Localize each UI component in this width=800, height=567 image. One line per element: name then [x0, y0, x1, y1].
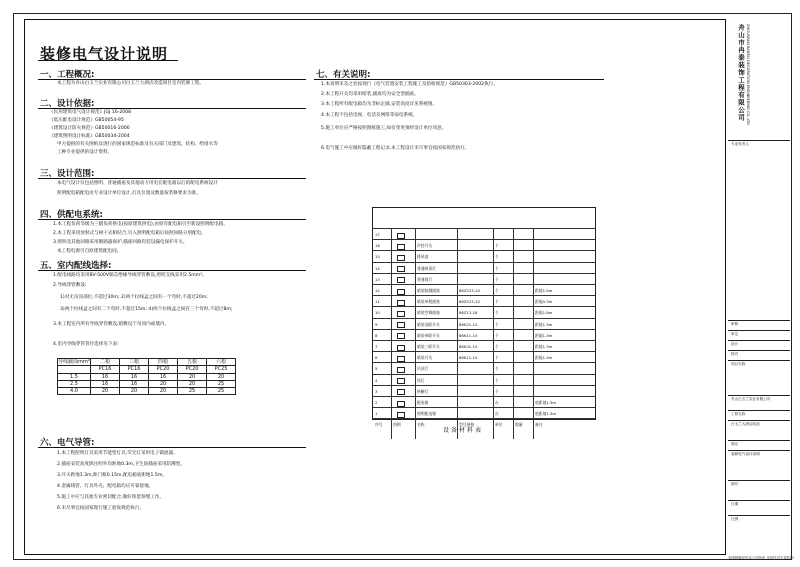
title-block-rule	[728, 350, 790, 351]
table-divider	[457, 228, 458, 439]
table-cell: 1.5	[58, 373, 91, 380]
table-cell: 20	[149, 388, 178, 395]
title-block-label: 审核	[731, 322, 739, 326]
section-line: 1)对无吊顶部位,不超过30m; 2)两个拉线盒之间有一个弯时,不超过20m;	[60, 295, 208, 300]
section-line: 本电气设计仅包括照明、普通插座及其他动力用电在配电箱以后的配电系统设计	[57, 181, 218, 186]
title-block-label: 白玉兰大酒店改造	[731, 422, 760, 426]
table-divider	[391, 228, 392, 439]
table-header: 二根	[91, 359, 120, 366]
table-cell: 距地1.3m	[535, 332, 553, 338]
title-block-label: 校对	[731, 352, 739, 356]
table-cell: 吊顶灯	[417, 366, 429, 372]
table-cell: 2.5	[58, 380, 91, 387]
table-cell: 86Z223-10	[459, 299, 480, 305]
section-rule	[38, 447, 306, 448]
table-cell: 20	[120, 388, 149, 395]
title-block-rule	[728, 360, 790, 361]
table-cell: 个	[495, 299, 499, 305]
title-block-label: 审定	[731, 332, 739, 336]
table-cell: 数量	[515, 422, 523, 428]
legend-symbol-icon	[397, 401, 405, 407]
table-cell: 筒灯	[417, 377, 425, 383]
legend-symbol-icon	[397, 412, 405, 418]
table-cell: 暗装双联开关	[417, 321, 440, 327]
page-title: 装修电气设计说明	[40, 45, 169, 63]
title-block-rule	[728, 500, 790, 501]
table-cell: PC20	[149, 366, 178, 373]
table-cell: 11	[375, 299, 380, 305]
legend-symbol-icon	[397, 244, 405, 250]
table-cell: 9	[375, 321, 378, 327]
section-line: 6.未尽事宜按国家现行施工验收规范执行。	[57, 506, 145, 511]
table-cell: 暗装三联开关	[417, 344, 440, 349]
table-cell: 5	[375, 366, 378, 372]
conduit-size-table	[57, 358, 236, 395]
table-cell: 4	[375, 377, 378, 383]
table-row	[58, 388, 236, 395]
table-cell: 86K11-10	[459, 355, 478, 361]
table-cell: 86Z223-10	[459, 288, 480, 293]
table-header: 五根	[178, 359, 207, 366]
table-cell: 个	[495, 388, 499, 394]
section-rule	[38, 79, 306, 80]
table-cell: 16	[91, 373, 120, 380]
table-cell: 16	[120, 380, 149, 387]
section-line: 1.本工程照明灯具采用节能型灯具,荧光灯采用电子镇流器。	[57, 451, 178, 456]
table-cell: 16	[375, 243, 380, 249]
title-block-rule	[728, 320, 790, 321]
table-cell: 个	[495, 332, 499, 338]
legend-symbol-icon	[397, 389, 405, 395]
title-block-rule	[728, 420, 790, 421]
section-line: 1.配电线路均采用BV-500V铜芯绝缘导线穿管敷设,照明支线采用2.5mm²。	[53, 273, 207, 278]
legend-symbol-icon	[397, 289, 405, 295]
section-rule	[38, 219, 306, 220]
table-header: 六根	[207, 359, 236, 366]
table-cell: 个	[495, 243, 499, 249]
table-cell: 配电箱	[417, 400, 429, 405]
legend-symbol-icon	[397, 277, 405, 283]
table-cell: 20	[149, 380, 178, 387]
table-cell: 15	[375, 254, 380, 260]
legend-symbol-icon	[397, 322, 405, 328]
section-line: 4.室内导线穿管管径选择见下表:	[53, 342, 119, 347]
legend-symbol-icon	[397, 255, 405, 261]
table-header: 导线截面mm²	[58, 359, 90, 366]
table-cell: 13	[375, 276, 380, 282]
section-line: 4.金属线管、灯具外壳、配电箱均应可靠接地。	[57, 484, 154, 489]
section-heading: 一、工程概况:	[40, 70, 95, 80]
title-block-label: 项目名称	[731, 362, 746, 366]
section-line: 2.插座安装高度除注明外均距地0.3m,卫生间插座采用防溅型。	[57, 462, 185, 467]
table-cell: 20	[178, 373, 207, 380]
section-line: 3.开关距地1.3m,距门框0.15m,配电箱底距地1.5m。	[57, 473, 167, 478]
section-line: 3.本工程室内所有导线穿管敷设,暗敷设于吊顶内或墙内。	[53, 322, 170, 327]
table-cell: 16	[91, 380, 120, 387]
section-line: 本工程电源引自原建筑配电间。	[57, 249, 122, 254]
section-heading: 二、设计依据:	[40, 99, 95, 109]
section-rule	[38, 270, 306, 271]
table-cell: 个	[495, 276, 499, 282]
table-cell: 20	[91, 388, 120, 395]
table-cell: PC16	[120, 366, 149, 373]
section-line: 3.照明及其他回路采用断路器保护,插座回路均装设漏电保护开关。	[53, 240, 188, 245]
table-cell: 型号规格	[459, 422, 475, 428]
table-cell: 6	[375, 355, 378, 361]
section-rule	[314, 79, 604, 80]
table-cell: 个	[495, 288, 499, 293]
table-cell: 暗装开关	[417, 355, 433, 361]
table-divider	[513, 228, 514, 439]
section-heading: 三、设计范围:	[40, 169, 95, 179]
table-cell: 暗装空调插座	[417, 310, 440, 316]
title-block-label: 装修电气设计说明	[731, 452, 760, 456]
table-cell: 个	[495, 366, 499, 372]
title-block-rule	[728, 440, 790, 441]
section-heading: 七、有关说明:	[316, 70, 371, 80]
section-line: 3.本工程所有配电箱均为非标定做,安装高度详见系统图。	[321, 102, 438, 107]
table-cell: 25	[178, 388, 207, 395]
table-header: 三根	[120, 359, 149, 366]
table-cell: 1	[375, 411, 378, 417]
table-cell: PC20	[178, 366, 207, 373]
section-rule	[38, 108, 306, 109]
table-cell: 86K21-10	[459, 321, 478, 327]
table-cell: 个	[495, 377, 499, 383]
title-block-label: 工程名称	[731, 412, 746, 416]
table-cell: 底距地1.5m	[535, 411, 557, 417]
table-divider	[533, 228, 534, 439]
title-block-rule	[728, 515, 790, 516]
table-cell: 86K31-10	[459, 344, 478, 349]
section-line: 5.施工中应与其他专业密切配合,做好预留预埋工作。	[57, 495, 164, 500]
section-line: 照明配电箱配电由专业设计单位设计,灯具位置及数量按装修要求为准。	[57, 191, 201, 196]
table-cell: 格栅灯	[417, 388, 429, 394]
table-divider	[493, 228, 494, 439]
section-line: 6.电气施工中应做好隐蔽工程记录,本工程设计未尽事宜按国家规范执行。	[321, 146, 470, 151]
section-line: 甲方提供的有关图纸及现行的国家规范标准及有关部门及建筑、结构、给排水等	[57, 142, 218, 147]
section-heading: 五、室内配线选择:	[40, 261, 112, 271]
title-block-rule	[728, 410, 790, 411]
table-header: 四根	[149, 359, 178, 366]
table-cell: 距地1.3m	[535, 355, 553, 361]
table-cell: 4.0	[58, 388, 91, 395]
section-line: 3)两个拉线盒之间有二个弯时,不超过15m; 4)两个拉线盒之间有三个弯时,不超过8m;	[60, 307, 233, 312]
legend-symbol-icon	[397, 356, 405, 362]
table-cell: 距地0.3m	[535, 299, 553, 305]
table-cell: 名称	[417, 422, 425, 428]
table-cell: 普通吸顶灯	[417, 265, 436, 271]
table-cell: 16	[120, 373, 149, 380]
table-cell: 单位	[495, 422, 503, 428]
table-cell: 排风扇	[417, 254, 429, 260]
section-line: 2.本工程开关均采用暗装,插座均为安全型插座。	[321, 92, 419, 97]
table-cell: 3	[375, 388, 378, 394]
table-cell: 个	[495, 254, 499, 260]
legend-symbol-icon	[397, 378, 405, 384]
table-row	[58, 380, 236, 387]
table-cell: 暗装防溅插座	[417, 288, 440, 293]
table-cell: 17	[375, 232, 380, 237]
table-cell: 10	[375, 310, 380, 316]
section-line: 4.本工程不包括电视、电话及网络等弱电系统。	[321, 113, 418, 118]
table-cell: 台	[495, 400, 499, 405]
table-row	[58, 373, 236, 380]
legend-symbol-icon	[397, 233, 405, 239]
section-rule	[38, 178, 306, 179]
section-line: 《民用建筑电气设计规范》JGJ 16-2008	[49, 110, 132, 115]
legend-symbol-icon	[397, 311, 405, 317]
title-block-label: 图名	[731, 442, 739, 446]
section-heading: 六、电气导管:	[40, 438, 95, 448]
section-line: 工种专业提供的设计资料。	[57, 150, 113, 155]
table-cell: PC16	[91, 366, 120, 373]
table-cell: 20	[207, 373, 236, 380]
table-cell: 12	[375, 288, 380, 293]
table-cell: 个	[495, 265, 499, 271]
section-line: 《建筑照明设计标准》GB50034-2004	[49, 134, 130, 139]
equipment-table-title: 设备材料表	[443, 427, 484, 434]
table-cell: 距地1.3m	[535, 321, 553, 327]
title-block-label: 图号	[731, 482, 739, 486]
table-cell: 16	[149, 373, 178, 380]
title-block-label: 日期	[731, 502, 739, 506]
company-name-en: ZHOUSHAN RANTAI DECORATION ENGINEERING CO.,LTD	[746, 24, 750, 125]
title-block-label: 比例	[731, 517, 739, 521]
section-line: 本工程为舟山白玉兰实业有限公司白玉兰大酒店改造项目室内装修工程。	[57, 81, 205, 86]
table-cell: 86Z13-16	[459, 310, 478, 316]
section-heading: 四、供配电系统:	[40, 210, 103, 220]
legend-symbol-icon	[397, 345, 405, 351]
table-cell: 序号	[375, 422, 383, 428]
table-cell: 7	[375, 344, 378, 349]
table-cell: 25	[207, 388, 236, 395]
table-cell: 暗装单相插座	[417, 299, 440, 305]
title-block-rule	[728, 140, 790, 141]
table-cell: 14	[375, 265, 380, 271]
table-cell: 台	[495, 411, 499, 417]
section-line: 《低压配电设计规范》GB50054-95	[49, 118, 124, 123]
table-cell: 声控开关	[417, 243, 433, 249]
table-cell: 距地1.8m	[535, 310, 553, 316]
table-cell: 暗装单联开关	[417, 332, 440, 338]
section-line: 《建筑设计防火规范》GB50016-2006	[49, 126, 130, 131]
title-block-label: 专业负责人	[731, 142, 749, 146]
title-block-rule	[728, 480, 790, 481]
table-cell: 个	[495, 321, 499, 327]
legend-symbol-icon	[397, 333, 405, 339]
table-cell	[58, 366, 91, 373]
table-cell: 个	[495, 344, 499, 349]
legend-symbol-icon	[397, 266, 405, 272]
table-cell: 20	[178, 380, 207, 387]
title-block-label: 设计	[731, 342, 739, 346]
section-line: 1.本工程负荷等级为三级负荷供电(按原建筑供电),由原有配电箱引至新设照明配电箱。	[53, 222, 228, 227]
section-line: 2.导线穿管敷设:	[53, 283, 87, 288]
table-cell: 2	[375, 400, 378, 405]
title-underline	[38, 60, 178, 61]
title-block-rule	[728, 340, 790, 341]
copyright-note: 本图纸版权归本公司所有 未经许可不得复制	[728, 556, 794, 560]
table-cell: 个	[495, 310, 499, 316]
table-cell: 图例	[393, 422, 401, 428]
table-cell: PC25	[207, 366, 236, 373]
table-divider	[415, 228, 416, 439]
title-block-rule	[728, 330, 790, 331]
table-cell: 距地1.3m	[535, 344, 553, 349]
table-cell: 底距地1.5m	[535, 400, 557, 405]
section-line: 2.本工程采用放射式与树干式相结合,引入照明配电箱后按照回路分别配电。	[53, 231, 206, 236]
equipment-table	[372, 207, 596, 428]
title-block-rule	[728, 395, 790, 396]
title-block-rule	[728, 450, 790, 451]
company-name: 舟山市冉泰装饰工程有限公司	[737, 24, 745, 122]
table-cell: 照明配电箱	[417, 411, 436, 417]
title-block-label: 舟山白玉兰实业有限公司	[731, 397, 771, 401]
table-cell: 8	[375, 332, 378, 338]
table-cell: 普通筒灯	[417, 276, 433, 282]
table-cell: 86K11-10	[459, 332, 478, 338]
table-cell: 个	[495, 355, 499, 361]
table-cell: 25	[207, 380, 236, 387]
table-cell: 距地1.5m	[535, 288, 553, 293]
section-line: 1.本说明未及之处按现行《电气装置安装工程施工及验收规范》GB50303-2002执行。	[321, 82, 498, 87]
legend-symbol-icon	[397, 300, 405, 306]
section-line: 5.施工单位应严格按照图纸施工,如有变更须经设计单位同意。	[321, 126, 447, 131]
table-cell: 备注	[535, 422, 543, 428]
legend-symbol-icon	[397, 367, 405, 373]
table-row	[373, 418, 595, 430]
